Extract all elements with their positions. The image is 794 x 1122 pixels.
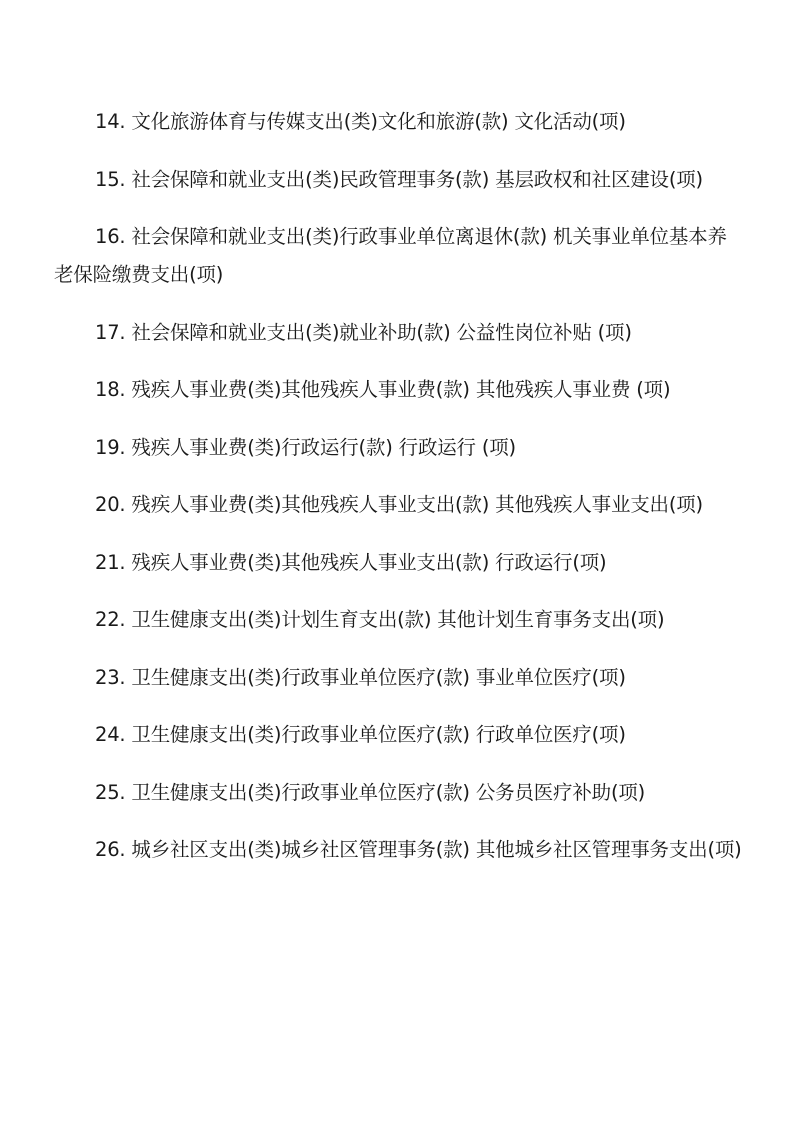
list-item: 24. 卫生健康支出(类)行政事业单位医疗(款) 行政单位医疗(项) bbox=[95, 723, 626, 746]
list-item: 15. 社会保障和就业支出(类)民政管理事务(款) 基层政权和社区建设(项) bbox=[95, 167, 703, 191]
list-item: 17. 社会保障和就业支出(类)就业补助(款) 公益性岗位补贴 (项) bbox=[95, 320, 632, 344]
list-item: 20. 残疾人事业费(类)其他残疾人事业支出(款) 其他残疾人事业支出(项) bbox=[95, 493, 703, 516]
list-item: 14. 文化旅游体育与传媒支出(类)文化和旅游(款) 文化活动(项) bbox=[95, 110, 626, 133]
list-item: 23. 卫生健康支出(类)行政事业单位医疗(款) 事业单位医疗(项) bbox=[95, 665, 626, 689]
list-item: 19. 残疾人事业费(类)行政运行(款) 行政运行 (项) bbox=[95, 435, 516, 459]
list-item: 26. 城乡社区支出(类)城乡社区管理事务(款) 其他城乡社区管理事务支出(项) bbox=[95, 838, 742, 861]
list-item: 25. 卫生健康支出(类)行政事业单位医疗(款) 公务员医疗补助(项) bbox=[95, 780, 646, 804]
list-item: 21. 残疾人事业费(类)其他残疾人事业支出(款) 行政运行(项) bbox=[95, 550, 607, 574]
list-item: 18. 残疾人事业费(类)其他残疾人事业费(款) 其他残疾人事业费 (项) bbox=[95, 378, 671, 401]
list-item: 16. 社会保障和就业支出(类)行政事业单位离退休(款) 机关事业单位基本养老保险缴费支出(项) bbox=[54, 225, 727, 286]
expenditure-item-list bbox=[54, 103, 746, 889]
list-item: 22. 卫生健康支出(类)计划生育支出(款) 其他计划生育事务支出(项) bbox=[95, 608, 665, 631]
